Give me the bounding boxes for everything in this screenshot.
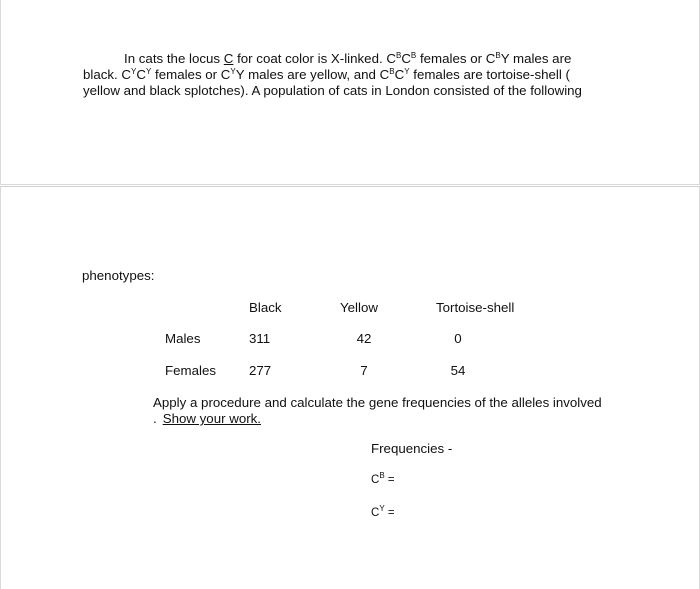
frequency-cb: $C^B$ = (371, 471, 395, 486)
question-line-2: black. $C^YC^Y$ females or $C^YY$ males are yellow, and $C^BC^Y$ females are tortoise-shell ( (83, 67, 570, 82)
locus-symbol: C (223, 51, 234, 66)
question-line-1: In cats the locus C for coat color is X-linked. $C^BC^B$ females or $C^BY$ males are (124, 51, 572, 66)
answer-panel (0, 186, 700, 589)
instruction-text (153, 395, 602, 427)
males-black: 311 (249, 331, 271, 346)
instruction-line-2 (153, 411, 602, 427)
males-yellow: 42 (356, 331, 372, 346)
row-label-males: Males (165, 331, 201, 346)
instruction-bullet: . (153, 411, 157, 426)
question-panel (0, 0, 700, 185)
males-tortoise-shell: 0 (454, 331, 462, 346)
header-tortoise-shell: Tortoise-shell (436, 300, 515, 315)
females-tortoise-shell: 54 (450, 363, 466, 378)
females-yellow: 7 (360, 363, 368, 378)
frequency-cy: $C^Y$ = (371, 504, 395, 519)
header-black: Black (249, 300, 282, 315)
question-paragraph (83, 51, 643, 99)
frequencies-title: Frequencies - (371, 441, 453, 456)
header-yellow: Yellow (340, 300, 378, 315)
show-your-work: Show your work. (162, 411, 261, 426)
question-line-3: yellow and black splotches). A population of cats in London consisted of the following (83, 83, 582, 98)
instruction-line-1: Apply a procedure and calculate the gene frequencies of the alleles involved (153, 395, 602, 410)
phenotypes-label: phenotypes: (82, 268, 155, 283)
females-black: 277 (249, 363, 272, 378)
row-label-females: Females (165, 363, 216, 378)
